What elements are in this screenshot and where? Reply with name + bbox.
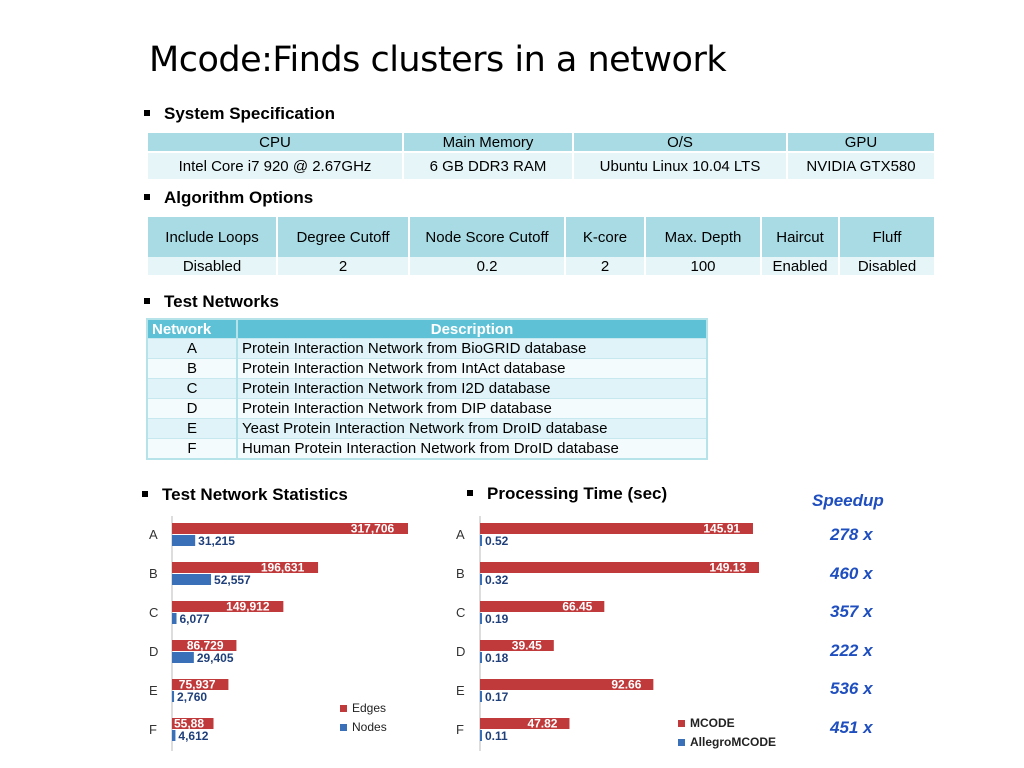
table-row [147, 379, 707, 399]
network-description: Human Protein Interaction Network from DroID database [237, 439, 707, 460]
bullet-icon [144, 298, 150, 304]
bar-allegromcode [480, 574, 482, 585]
bar-allegromcode [480, 535, 482, 546]
category-label: C [456, 605, 466, 620]
data-label-mcode: 47.82 [527, 716, 558, 731]
bar-nodes [172, 691, 174, 702]
test-networks-table [146, 318, 708, 460]
page-title: Mcode:Finds clusters in a network [149, 40, 727, 80]
category-label: B [149, 566, 158, 581]
algo-value: Disabled [148, 257, 277, 275]
category-label: D [149, 644, 159, 659]
bar-nodes [172, 730, 175, 741]
system-value-gpu: NVIDIA GTX580 [787, 152, 934, 179]
system-header-cpu: CPU [148, 133, 403, 152]
algo-header: Max. Depth [645, 217, 761, 257]
algo-value: 100 [645, 257, 761, 275]
bar-allegromcode [480, 652, 482, 663]
bar-nodes [172, 652, 194, 663]
legend-label: AllegroMCODE [690, 735, 777, 749]
section-networks-heading: Test Networks [144, 292, 279, 312]
bar-nodes [172, 535, 195, 546]
bar-allegromcode [480, 730, 482, 741]
data-label-edges: 317,706 [350, 521, 395, 536]
legend-label: Edges [352, 701, 387, 715]
speedup-value: 451 x [830, 717, 873, 737]
system-spec-table [148, 133, 934, 179]
system-value-os: Ubuntu Linux 10.04 LTS [573, 152, 787, 179]
network-description: Protein Interaction Network from IntAct database [237, 359, 707, 379]
data-label-nodes: 2,760 [177, 690, 208, 704]
data-label-nodes: 4,612 [178, 729, 209, 743]
network-description: Protein Interaction Network from DIP database [237, 399, 707, 419]
section-stats-heading: Test Network Statistics [142, 485, 348, 505]
network-id: D [147, 399, 237, 419]
algo-header: Node Score Cutoff [409, 217, 565, 257]
data-label-mcode: 66.45 [562, 599, 593, 614]
network-id: A [147, 339, 237, 359]
table-row [147, 339, 707, 359]
data-label-nodes: 31,215 [198, 534, 235, 548]
category-label: F [456, 722, 464, 737]
system-header-gpu: GPU [787, 133, 934, 152]
speedup-value: 460 x [830, 563, 873, 583]
algo-header: Haircut [761, 217, 839, 257]
bar-nodes [172, 574, 211, 585]
system-value-cpu: Intel Core i7 920 @ 2.67GHz [148, 152, 403, 179]
speedup-value: 278 x [830, 525, 873, 544]
system-header-os: O/S [573, 133, 787, 152]
bullet-icon [467, 490, 473, 496]
bar-allegromcode [480, 613, 482, 624]
algo-header: Fluff [839, 217, 934, 257]
legend-label: MCODE [690, 716, 735, 730]
algorithm-options-table [148, 217, 934, 275]
data-label-allegromcode: 0.52 [485, 534, 509, 548]
legend-swatch [678, 739, 685, 746]
section-time-heading: Processing Time (sec) [467, 484, 667, 504]
category-label: F [149, 722, 157, 737]
speedup-value: 536 x [830, 679, 873, 698]
algo-value: 2 [565, 257, 645, 275]
data-label-edges: 196,631 [260, 560, 305, 575]
network-statistics-chart [140, 512, 440, 752]
algo-value: Disabled [839, 257, 934, 275]
data-label-allegromcode: 0.18 [485, 651, 509, 665]
bullet-icon [144, 110, 150, 116]
network-id: E [147, 419, 237, 439]
data-label-edges: 86,729 [186, 638, 224, 653]
data-label-nodes: 29,405 [196, 651, 234, 665]
data-label-mcode: 92.66 [611, 677, 642, 692]
data-label-nodes: 6,077 [179, 612, 210, 626]
section-algo-heading: Algorithm Options [144, 188, 313, 208]
data-label-edges: 75,937 [178, 677, 216, 692]
network-description: Yeast Protein Interaction Network from DroID database [237, 419, 707, 439]
networks-header-network: Network [147, 319, 237, 339]
data-label-mcode: 149.13 [709, 560, 747, 575]
speedup-value: 357 x [830, 602, 873, 621]
network-description: Protein Interaction Network from I2D database [237, 379, 707, 399]
legend-swatch [340, 705, 347, 712]
table-row [147, 359, 707, 379]
data-label-allegromcode: 0.11 [485, 729, 508, 743]
algo-header: K-core [565, 217, 645, 257]
networks-header-description: Description [237, 319, 707, 339]
legend-swatch [340, 724, 347, 731]
data-label-edges: 55,88 [174, 716, 205, 731]
bar-allegromcode [480, 691, 482, 702]
table-row [147, 399, 707, 419]
algo-header: Include Loops [148, 217, 277, 257]
table-row [147, 419, 707, 439]
algo-value: 2 [277, 257, 409, 275]
network-id: F [147, 439, 237, 460]
category-label: B [456, 566, 465, 581]
bullet-icon [142, 491, 148, 497]
algo-header: Degree Cutoff [277, 217, 409, 257]
system-header-memory: Main Memory [403, 133, 573, 152]
network-id: B [147, 359, 237, 379]
section-system-heading: System Specification [144, 104, 335, 124]
speedup-value: 222 x [830, 640, 873, 660]
table-row [147, 439, 707, 460]
category-label: E [149, 683, 158, 698]
speedup-title: Speedup [812, 491, 884, 510]
network-description: Protein Interaction Network from BioGRID database [237, 339, 707, 359]
data-label-allegromcode: 0.17 [485, 690, 509, 704]
data-label-edges: 149,912 [226, 599, 270, 614]
data-label-nodes: 52,557 [214, 573, 251, 587]
data-label-mcode: 39.45 [511, 638, 542, 653]
legend-label: Nodes [352, 720, 387, 734]
system-value-memory: 6 GB DDR3 RAM [403, 152, 573, 179]
network-id: C [147, 379, 237, 399]
algo-value: Enabled [761, 257, 839, 275]
bullet-icon [144, 194, 150, 200]
category-label: C [149, 605, 159, 620]
bar-nodes [172, 613, 177, 624]
data-label-mcode: 145.91 [703, 521, 741, 536]
category-label: A [456, 527, 465, 542]
processing-time-chart [450, 512, 810, 752]
category-label: E [456, 683, 465, 698]
category-label: A [149, 527, 158, 542]
data-label-allegromcode: 0.19 [485, 612, 509, 626]
legend-swatch [678, 720, 685, 727]
category-label: D [456, 644, 466, 659]
algo-value: 0.2 [409, 257, 565, 275]
data-label-allegromcode: 0.32 [485, 573, 509, 587]
